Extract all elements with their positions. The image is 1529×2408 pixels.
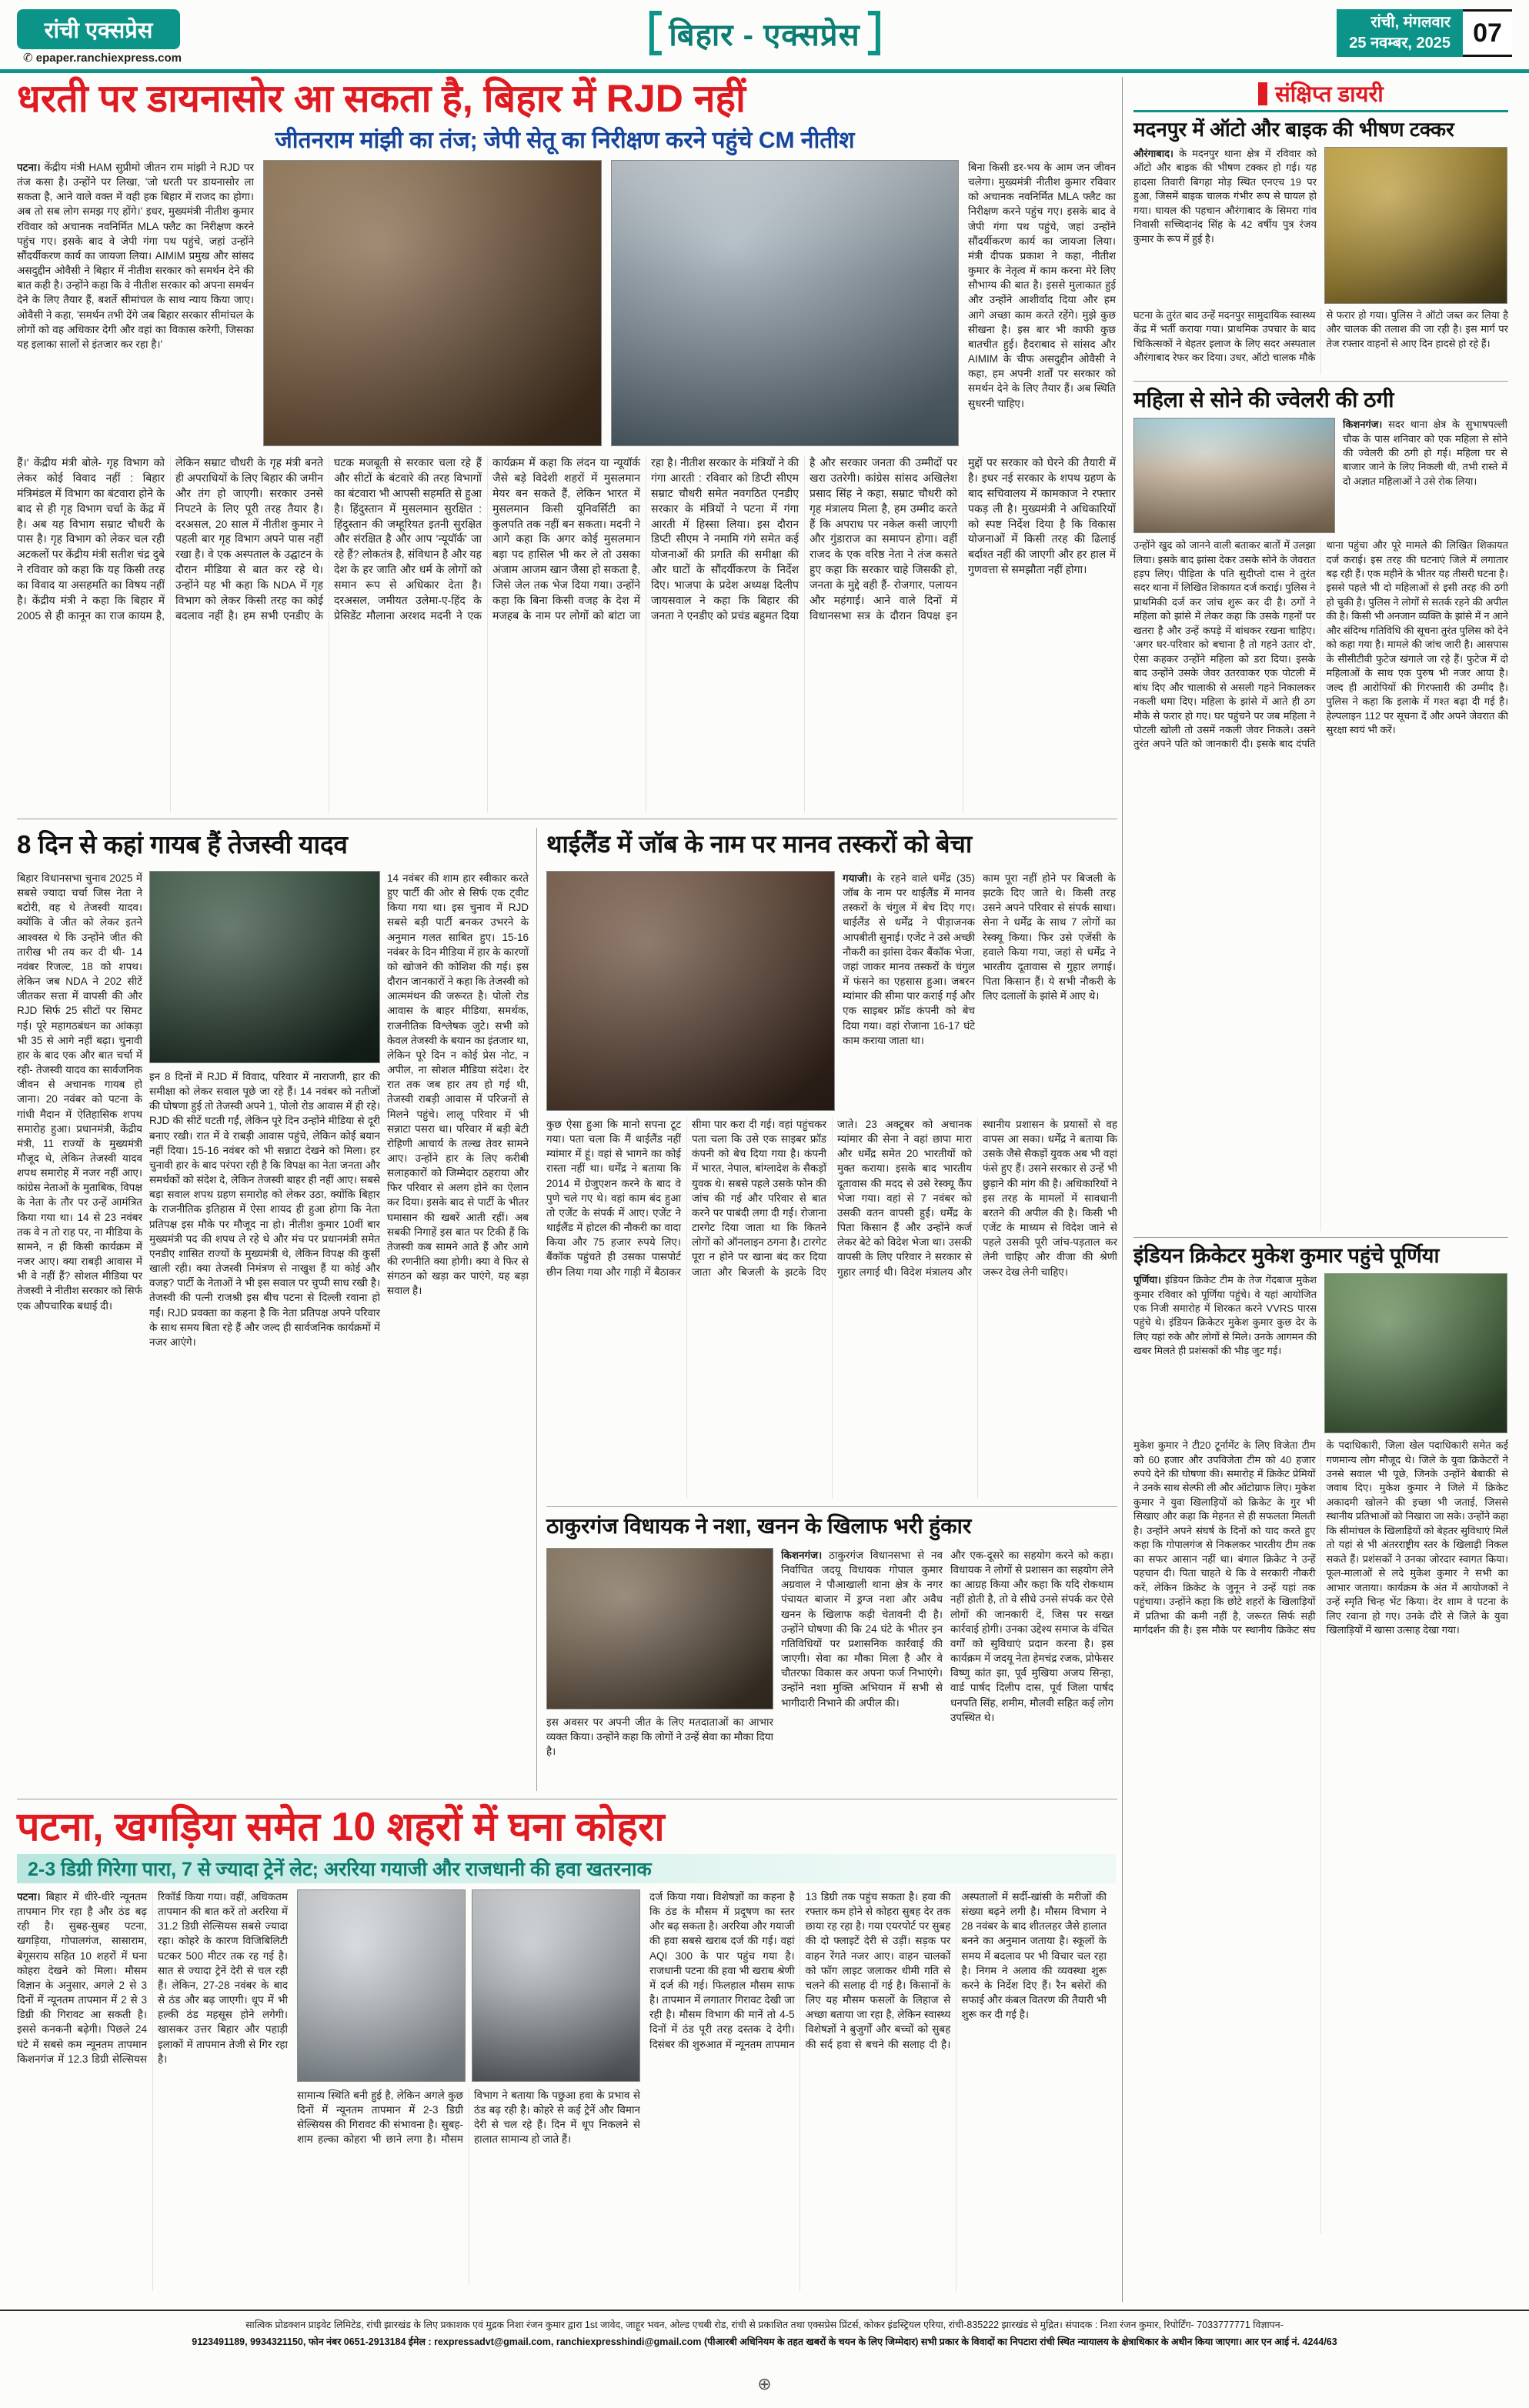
photo-police-station xyxy=(1133,418,1335,533)
fog-photo-col xyxy=(297,1889,640,2291)
thakurganj-dateline: किशनगंज। xyxy=(781,1549,823,1561)
thakurganj-col-3: और एक-दूसरे का सहयोग करने को कहा। विधायक ने लोगों से प्रशासन का सहयोग लेने का आग्रह किया और कहा कि यदि रोकथाम नहीं होती है, तो वे सीधे उनसे संपर्क कर ऐसे लोगों की जानकारी दें, जिस पर सख्त कार्रवाई होगी। उनका उद्देश्य समाज के वंचित वर्गों को सुविधाएं प्रदान करना है। इस कार्यक्रम में जदयू नेता हेमचंद्र रजक, प्रोफेसर विष्णु कांत झा, पूर्व मुखिया अजय सिन्हा, वार्ड पार्षद दिलीप दास, पूर्व जिला पार्षद धनपति सिंह, शमीम, मौलवी सहित कई लोग उपस्थित थे। xyxy=(950,1549,1113,1723)
diary-header xyxy=(1133,77,1508,112)
thailand-headline: थाईलैंड में जॉब के नाम पर मानव तस्करों को बेचा xyxy=(546,830,973,858)
masthead-logo xyxy=(17,9,180,49)
lead-top-row xyxy=(17,160,1116,446)
photo-trafficking-victim xyxy=(546,871,835,1111)
tejashwi-section xyxy=(17,871,529,1791)
diary-title: संक्षिप्त डायरी xyxy=(1275,82,1384,107)
lead-headline: धरती पर डायनासोर आ सकता है, बिहार में RJD नहीं xyxy=(17,77,746,120)
tejashwi-col-3: 14 नवंबर की शाम हार स्वीकार करते हुए पार्टी की ओर से सिर्फ एक ट्वीट किया गया था। इस चुनाव में RJD सबसे बड़ी पार्टी बनकर उभरने के अनुमान गलत साबित हुए। 15-16 नवंबर के दिन मीडिया में हार के कारणों को खोजने की कोशिश की गई। इस दौरान जानकारों ने कहा कि तेजस्वी को आत्ममंथन की जरूरत है। पोलो रोड आवास के बाहर मीडिया, समर्थक, राजनीतिक विश्लेषक जुटे। सभी को केवल तेजस्वी के बयान का इंतजार था, लेकिन पूरे दिन न कोई प्रेस नोट, न अपील, ना सोशल मीडिया संदेश। देर रात तक जब हार तय हो गई थी, तेजस्वी राबड़ी आवास में परिजनों से मिलने पहुंचे। लालू परिवार में भी सन्नाटा पसरा था। परिवार में बड़ी बेटी रोहिणी आचार्य के तल्ख तेवर सामने आए। उन्होंने हार के लिए करीबी सलाहकारों को जिम्मेदार ठहराया और फिर परिवार से अलग होने का ऐलान कर दिया। इसके बाद से पार्टी के भीतर घमासान की खबरें आती रहीं। अब सबकी निगाहें इस बात पर टिकी हैं कि तेजस्वी कब सामने आते हैं और आगे की रणनीति क्या होगी। क्या वे फिर से संगठन को खड़ा कर पाएंगे, यह बड़ा सवाल है। xyxy=(387,872,529,1297)
thakurganj-headline: ठाकुरगंज विधायक ने नशा, खनन के खिलाफ भरी हुंकार xyxy=(546,1514,972,1538)
photo-auto-bike-accident xyxy=(1324,147,1507,304)
brief-1-headline: मदनपुर में ऑटो और बाइक की भीषण टक्कर xyxy=(1133,118,1454,141)
issue-date: 25 नवम्बर, 2025 xyxy=(1349,35,1451,52)
photo-manjhi-crowd xyxy=(263,160,602,446)
fog-dateline: पटना। xyxy=(17,1891,41,1903)
divider xyxy=(1133,1237,1508,1238)
photo-cm-inspection xyxy=(611,160,959,446)
tejashwi-col-2 xyxy=(149,871,380,1791)
photo-mla-felicitation xyxy=(546,1548,773,1709)
thakurganj-underphoto-text: इस अवसर पर अपनी जीत के लिए मतदाताओं का आभार व्यक्त किया। उन्होंने कहा कि लोगों ने उन्हें सेवा का मौका दिया है। xyxy=(546,1716,773,1758)
edition-title xyxy=(649,11,880,55)
thakurganj-col-2: किशनगंज। ठाकुरगंज विधानसभा से नव निर्वाचित जदयू विधायक गोपाल कुमार अग्रवाल ने पौआखाली थाना क्षेत्र के नगर पंचायत बाजार में ड्रग्ज नशा और अवैध खनन के खिलाफ कड़ी चेतावनी दी है। उन्होंने घोषणा की कि 24 घंटे के भीतर इन गतिविधियों पर प्रशासनिक कार्रवाई की जाएगी। सेवा का मौका मिला है और वे चौतरफा विकास कर अपना फर्ज निभाएंगे। उन्होंने नशा मुक्ति अभियान में सभी से भागीदारी निभाने की अपील की। xyxy=(781,1549,943,1709)
fog-right-columns: दर्ज किया गया। विशेषज्ञों का कहना है कि ठंड के मौसम में प्रदूषण का स्तर और बढ़ सकता है। अररिया और गयाजी की हवा सबसे खराब दर्ज की गई। वहां AQI 300 के पार पहुंच गया है। राजधानी पटना की हवा भी खराब श्रेणी में दर्ज की गई। फिलहाल मौसम साफ है। तापमान में लगातार गिरावट देखी जा रही है। मौसम विभाग की मानें तो 4-5 दिनों में ठंड पूरी तरह दस्तक दे देगी। दिसंबर की शुरुआत में न्यूनतम तापमान 13 डिग्री तक पहुंच सकता है। हवा की रफ्तार कम होने से कोहरा सुबह देर तक छाया रह रहा है। गया एयरपोर्ट पर सुबह की दो फ्लाइटें देरी से उड़ीं। सड़क पर वाहन रेंगते नजर आए। वाहन चालकों को फॉग लाइट जलाकर धीमी गति से चलने की सलाह दी गई है। किसानों के लिए यह मौसम फसलों के लिहाज से अच्छा बताया जा रहा है, लेकिन स्वास्थ्य विशेषज्ञों ने बुजुर्गों और बच्चों को सुबह की सर्द हवा से बचने की सलाह दी है। अस्पतालों में सर्दी-खांसी के मरीजों की संख्या बढ़ने लगी है। मौसम विभाग ने 28 नवंबर के बाद शीतलहर जैसे हालात बनने का अनुमान जताया है। स्कूलों के समय में बदलाव पर भी विचार चल रहा है। निगम ने अलाव की व्यवस्था शुरू करने के निर्देश दिए हैं। रैन बसेरों की सफाई और कंबल वितरण की तैयारी भी शुरू कर दी गई है। xyxy=(649,1891,1107,2050)
tejashwi-headline: 8 दिन से कहां गायब हैं तेजस्वी यादव xyxy=(17,830,348,859)
divider xyxy=(546,1506,1117,1507)
fog-subheadline: 2-3 डिग्री गिरेगा पारा, 7 से ज्यादा ट्रेनें लेट; अररिया गयाजी और राजधानी की हवा खतरनाक xyxy=(17,1854,1116,1883)
photo-fog-road xyxy=(472,1889,640,2082)
brief-2-body: उन्होंने खुद को जानने वाली बताकर बातों में उलझा लिया। इसके बाद झांसा देकर उसके सोने के जेवरात हड़प लिए। पीड़िता के पति सुदीप्तो दास ने तुरंत सदर थाना में लिखित शिकायत दर्ज कराई। पुलिस ने प्राथमिकी दर्ज कर जांच शुरू कर दी है। ठगों ने महिला को झांसे में लेकर कहा कि उसके गहनों पर खतरा है और उन्हें कपड़े में बांधकर रखना चाहिए। 'अगर घर-परिवार को बचाना है तो गहने उतार दो', ऐसा कहकर उन्होंने महिला को डरा दिया। इसके बाद उन्होंने उसके जेवर उतरवाकर एक पोटली में बांध दिए और चालाकी से असली गहने निकालकर नकली थमा दिए। महिला के झांसे में आते ही ठग मौके से फरार हो गए। घर पहुंचने पर जब महिला ने पोटली खोली तो उसमें नकली जेवर निकले। उसने तुरंत अपने पति को जानकारी दी। इसके बाद दंपति थाना पहुंचा और पूरे मामले की लिखित शिकायत दर्ज कराई। इस तरह की घटनाएं जिले में लगातार बढ़ रही हैं। एक महीने के भीतर यह तीसरी घटना है। इससे पहले भी दो महिलाओं से इसी तरह की ठगी हो चुकी है। पुलिस ने लोगों से सतर्क रहने की अपील की है। किसी भी अनजान व्यक्ति के झांसे में न आने और संदिग्ध गतिविधि की सूचना तुरंत पुलिस को देने को कहा गया है। मामले की जांच जारी है। आसपास के सीसीटीवी फुटेज खंगाले जा रहे हैं। फुटेज में दो महिलाओं के साथ एक पुरुष भी नजर आया है। जल्द ही आरोपियों की गिरफ्तारी की उम्मीद है। पुलिस ने कहा कि इलाके में गश्त बढ़ा दी गई है। हेल्पलाइन 112 पर सूचना दें और अपने जेवरात की सुरक्षा स्वयं भी करें। xyxy=(1133,539,1508,750)
date-lines xyxy=(1337,9,1463,57)
brief-diary-sidebar xyxy=(1122,77,1513,2302)
thakurganj-section xyxy=(546,1548,1117,1791)
imprint-footer xyxy=(0,2310,1529,2348)
fog-headline: पटना, खगड़िया समेत 10 शहरों में घना कोहरा xyxy=(17,1805,665,1849)
city-day: रांची, मंगलवार xyxy=(1370,14,1451,31)
lead-dateline: पटना। xyxy=(17,162,41,173)
thailand-body: कुछ ऐसा हुआ कि मानो सपना टूट गया। पता चला कि मैं थाईलैंड नहीं म्यांमार में हूं। वहां से भागने का कोई रास्ता नहीं था। धर्मेंद्र ने बताया कि 2014 में ग्रेजुएशन करने के बाद वे पुणे चले गए थे। वहां काम बंद हुआ तो एजेंट के संपर्क में आए। एजेंट ने थाईलैंड में होटल की नौकरी का वादा किया और 75 हजार रुपये लिए। बैंकॉक पहुंचते ही उसका पासपोर्ट छीन लिया गया और गाड़ी में बैठाकर सीमा पार करा दी गई। वहां पहुंचकर पता चला कि उसे एक साइबर फ्रॉड कंपनी को बेच दिया गया है। कंपनी में भारत, नेपाल, बांग्लादेश के सैकड़ों युवक थे। सबसे पहले उसके फोन की जांच की गई और परिवार से बात करने पर पाबंदी लगा दी गई। रोजाना टारगेट दिया जाता था कि कितने लोगों को ऑनलाइन ठगना है। टारगेट पूरा न होने पर खाना बंद कर दिया जाता और बिजली के झटके दिए जाते। 23 अक्टूबर को अचानक म्यांमार की सेना ने वहां छापा मारा और धर्मेंद्र समेत 20 भारतीयों को मुक्त कराया। इसके बाद भारतीय दूतावास की मदद से उसे रेस्क्यू कैंप भेजा गया। वहां से 7 नवंबर को उसकी वतन वापसी हुई। धर्मेंद्र के पिता किसान हैं और उन्होंने कर्ज लेकर बेटे को विदेश भेजा था। उसकी वापसी के लिए परिवार ने सरकार से गुहार लगाई थी। विदेश मंत्रालय और स्थानीय प्रशासन के प्रयासों से वह वापस आ सका। धर्मेंद्र ने बताया कि उसके जैसे सैकड़ों युवक अब भी वहां फंसे हुए हैं। उसने सरकार से उन्हें भी छुड़ाने की मांग की है। अधिकारियों ने इस तरह के मामलों में सावधानी बरतने की अपील की है। किसी भी एजेंट के माध्यम से विदेश जाने से पहले उसकी पूरी जांच-पड़ताल कर लेनी चाहिए और वीजा की श्रेणी जरूर देख लेनी चाहिए। xyxy=(546,1119,1117,1278)
thailand-dateline: गयाजी। xyxy=(843,872,872,884)
photo-fog-morning xyxy=(297,1889,466,2082)
imprint-line-2: 9123491189, 9934321150, फोन नंबर 0651-2913184 ईमेल : rexpressadvt@gmail.com, ranchiexpresshindi@gmail.com (पीआरबी अधिनियम के तहत खबरों के चयन के लिए जिम्मेदार) सभी प्रकार के विवादों का निपटारा रांची स्थित न्यायालय के क्षेत्राधिकार के अधीन किया जाएगा। आर एन आई नं. 4244/63 xyxy=(192,2336,1337,2347)
thailand-top-row xyxy=(546,871,1117,1111)
lead-col-left: पटना। केंद्रीय मंत्री HAM सुप्रीमो जीतन राम मांझी ने RJD पर तंज कसा है। उन्होंने पर लिखा, 'जो धरती पर डायनासोर ला सकता है, आने वाले वक्त में वही हक बिहार में राजद का होगा। अब तो सब लोग समझ गए होंगे।' इधर, मुख्यमंत्री नीतीश कुमार रविवार को अचानक नवनिर्मित MLA फ्लैट का निरीक्षण करने पहुंच गए। इसके बाद वे जेपी गंगा पथ पहुंचे, जहां उन्होंने सौंदर्यीकरण कार्य का जायजा लिया। AIMIM प्रमुख और सांसद असदुद्दीन ओवैसी ने बिहार में नीतीश सरकार को समर्थन देने की बात कही है। उन्होंने कहा कि वे नीतीश सरकार को अपना समर्थन देने के लिए तैयार हैं, बशर्ते सीमांचल के साथ न्याय किया जाए। ओवैसी ने कहा, 'समर्थन तभी देंगे जब बिहार सरकार सीमांचल के लोगों को वह अधिकार देगी और वहां का विकास करेगी, जिसका यह इलाका सालों से इंतजार कर रहा है।' xyxy=(17,162,254,350)
thailand-col-2: काम पूरा नहीं होने पर बिजली के झटके दिए जाते थे। किसी तरह उसने अपने परिवार से संपर्क साधा। सेना ने धर्मेंद्र के साथ 7 लोगों का रेस्क्यू किया। फिर उसे एजेंसी के हवाले किया गया, जहां से धर्मेंद्र ने भारतीय दूतावास से गुहार लगाई। पिता किसान हैं। ये सभी नौकरी के लिए दलालों के झांसे में आए थे। xyxy=(983,872,1116,1002)
fog-mid-text: सामान्य स्थिति बनी हुई है, लेकिन अगले कुछ दिनों में न्यूनतम तापमान में 2-3 डिग्री सेल्सियस की गिरावट की संभावना है। सुबह-शाम हल्का कोहरा भी छाने लगा है। मौसम विभाग ने बताया कि पछुआ हवा के प्रभाव से ठंड बढ़ रही है। कोहरे से कई ट्रेनें और विमान देरी से चल रहे हैं। दिन में धूप निकलने से हालात सामान्य हो जाते हैं। xyxy=(297,2089,640,2146)
fog-section xyxy=(17,1889,1116,2291)
bracket-left-icon xyxy=(649,11,661,55)
brief-1-body: घटना के तुरंत बाद उन्हें मदनपुर सामुदायिक स्वास्थ्य केंद्र में भर्ती कराया गया। प्राथमिक उपचार के बाद चिकित्सकों ने बेहतर इलाज के लिए सदर अस्पताल औरंगाबाद रेफर कर दिया। उधर, ऑटो चालक मौके से फरार हो गया। पुलिस ने ऑटो जब्त कर लिया है और चालक की तलाश की जा रही है। इस मार्ग पर तेज रफ्तार वाहनों से आए दिन हादसे हो रहे हैं। xyxy=(1133,309,1508,364)
brief-1-row xyxy=(1133,147,1508,304)
brief-2-headline: महिला से सोने की ज्वेलरी की ठगी xyxy=(1133,387,1394,412)
registration-mark-icon: ⊕ xyxy=(757,2374,772,2393)
divider xyxy=(1133,381,1508,382)
brief-2-row xyxy=(1133,418,1508,533)
edition-title-text: बिहार - एक्सप्रेस xyxy=(669,18,860,52)
brief-3-headline: इंडियन क्रिकेटर मुकेश कुमार पहुंचे पूर्णिया xyxy=(1133,1244,1440,1268)
imprint-line-1: सात्विक प्रोडक्शन प्राइवेट लिमिटेड, रांची झारखंड के लिए प्रकाशक एवं मुद्रक निशा रंजन कुमार द्वारा 1st जावेद, जाहूर भवन, ओल्ड एचबी रोड, रांची से प्रकाशित तथा एक्सप्रेस प्रिंटर्स, कोकर इंडस्ट्रियल एरिया, रांची-835222 झारखंड से मुद्रित। संपादक : निशा रंजन कुमार, रिपोर्टिंग- 7033777771 विज्ञापन- xyxy=(245,2320,1284,2330)
epaper-url[interactable]: ✆ epaper.ranchiexpress.com xyxy=(23,52,182,65)
tejashwi-col-2-text: इन 8 दिनों में RJD में विवाद, परिवार में नाराजगी, हार की समीक्षा को लेकर सवाल पूछे जा रहे हैं। 14 नवंबर को नतीजों की घोषणा हुई तो तेजस्वी अपने 1, पोलो रोड आवास में ही रहे। RJD की सीटें घटती गईं, लेकिन पूरे दिन उन्होंने मीडिया से दूरी बनाए रखी। रात में वे राबड़ी आवास पहुंचे, लेकिन कोई बयान नहीं दिया। 15-16 नवंबर को भी सन्नाटा देखने को मिला। हर चुनावी हार के बाद परंपरा रही है कि विपक्ष का नेता जनता और समर्थकों को संदेश दे, लेकिन तेजस्वी बाहर ही नहीं आए। सबसे बड़ा सवाल शपथ ग्रहण समारोह को लेकर उठा, क्योंकि बिहार के राजनीतिक इतिहास में ऐसा शायद ही हुआ होगा कि नेता प्रतिपक्ष इस मौके पर मौजूद ना हो। नीतीश कुमार 10वीं बार मुख्यमंत्री पद की शपथ ले रहे थे और मंच पर प्रधानमंत्री समेत एनडीए शासित राज्यों के मुख्यमंत्री थे, लेकिन विपक्ष की कुर्सी खाली रही। क्या तेजस्वी निमंत्रण से नाखुश हैं या कोई और वजह? पार्टी के नेताओं ने भी इस सवाल पर चुप्पी साध रखी है। तेजस्वी की पत्नी राजश्री इस बीच पटना से दिल्ली रवाना हो गईं। RJD प्रवक्ता का कहना है कि नेता प्रतिपक्ष अपने परिवार के साथ समय बिता रहे हैं और जल्द ही सार्वजनिक कार्यक्रमों में नजर आएंगे। xyxy=(149,1071,380,1348)
masthead-logo-text: रांची एक्सप्रेस xyxy=(44,18,153,43)
thailand-col-1: गयाजी। के रहने वाले धर्मेंद्र (35) जॉब के नाम पर थाईलैंड में मानव तस्करों के चंगुल में बेच दिए गए। थाईलैंड से धर्मेंद्र ने पीड़ाजनक आपबीती सुनाई। एजेंट ने उसे अच्छी नौकरी का झांसा देकर बैंकॉक भेजा, जहां जाकर मानव तस्करों के चंगुल में फंसने का एहसास हुआ। जबरन म्यांमार की सीमा पार कराई गई और एक साइबर फ्रॉड कंपनी को बेच दिया गया। वहां रोजाना 16-17 घंटे काम कराया जाता था। xyxy=(843,872,975,1046)
date-box xyxy=(1337,9,1512,57)
phone-icon: ✆ xyxy=(23,52,36,65)
page-number: 07 xyxy=(1463,9,1512,57)
thakurganj-photo-col xyxy=(546,1548,773,1791)
brief-3-lead: पूर्णिया। इंडियन क्रिकेट टीम के तेज गेंदबाज मुकेश कुमार रविवार को पूर्णिया पहुंचे। वे यहां आयोजित एक निजी समारोह में शिरकत करने VVRS पारस पहुंचे थे। इंडियन क्रिकेटर मुकेश कुमार कुछ देर के लिए यहां रुके और लोगों से मिले। उनके आगमन की खबर मिलते ही प्रशंसकों की भीड़ जुट गई। xyxy=(1133,1274,1317,1357)
lead-subheadline: जीतनराम मांझी का तंज; जेपी सेतू का निरीक्षण करने पहुंचे CM नीतीश xyxy=(275,128,855,153)
lead-col-right: बिना किसी डर-भय के आम जन जीवन चलेगा। मुख्यमंत्री नीतीश कुमार रविवार को अचानक नवनिर्मित MLA फ्लैट का निरीक्षण करने पहुंच गए। इसके बाद वे जेपी गंगा पथ पहुंचे, जहां उन्होंने सौंदर्यीकरण कार्य का जायजा लिया। मंत्री दीपक प्रकाश ने कहा, नीतीश कुमार के नेतृत्व में काम करना मेरे लिए सौभाग्य की बात है। इससे मुलाकात हुई और उन्होंने आशीर्वाद दिया और हम आगे अच्छा काम करते रहेंगे। मुझे कुछ सीखना है। इस बार भी काफी कुछ बातचीत हुई। हैदराबाद से सांसद और AIMIM के चीफ असदुद्दीन ओवैसी ने कहा, हम अपनी शर्तों पर सरकार को समर्थन देने के लिए तैयार हैं। अब स्थिति सुधरनी चाहिए। xyxy=(968,162,1116,409)
divider xyxy=(536,828,537,1791)
photo-tejashwi-yadav xyxy=(149,871,380,1063)
brief-1-lead: औरंगाबाद। के मदनपुर थाना क्षेत्र में रविवार को ऑटो और बाइक की भीषण टक्कर हो गई। यह हादसा तिवारी बिगहा मोड़ स्थित एनएच 19 पर हुआ, जिसमें बाइक चालक गंभीर रूप से घायल हो गया। घायल की पहचान औरंगाबाद के सिमरा गांव निवासी सच्चिदानंद सिंह के 42 वर्षीय पुत्र रंजय कुमार के रूप में हुई है। xyxy=(1133,147,1317,245)
header-rule xyxy=(0,69,1529,73)
fog-photos-row xyxy=(297,1889,640,2082)
fog-left-columns: पटना। बिहार में धीरे-धीरे न्यूनतम तापमान गिर रहा है और ठंड बढ़ रही है। सुबह-सुबह पटना, खगड़िया, गोपालगंज, सासाराम, बेगूसराय सहित 10 शहरों में घना कोहरा देखने को मिला। मौसम विज्ञान के अनुसार, अगले 2 से 3 दिनों में न्यूनतम तापमान में 2 से 3 डिग्री की गिरावट आ सकती है। इससे कनकनी बढ़ेगी। पिछले 24 घंटे में सबसे कम न्यूनतम तापमान किशनगंज में 12.3 डिग्री सेल्सियस रिकॉर्ड किया गया। वहीं, अधिकतम तापमान की बात करें तो अररिया में 31.2 डिग्री सेल्सियस सबसे ज्यादा रहा। कोहरे के कारण विजिबिलिटी घटकर 500 मीटर तक रह गई है। सात से ज्यादा ट्रेनें देरी से चल रही हैं। लेकिन, 27-28 नवंबर के बाद से ठंड और बढ़ जाएगी। धूप में भी हल्की ठंड महसूस होने लगेगी। खासकर उत्तर बिहार और पहाड़ी इलाकों में तापमान तेजी से गिर रहा है। xyxy=(17,1891,288,2065)
photo-mukesh-kumar xyxy=(1324,1273,1507,1433)
bracket-right-icon xyxy=(868,11,880,55)
tejashwi-col-1: बिहार विधानसभा चुनाव 2025 में सबसे ज्यादा चर्चा जिस नेता ने बटोरी, वह थे तेजस्वी यादव। क्योंकि वे जीत को लेकर इतने आश्वस्त थे कि उन्होंने जीत की तारीख भी तय कर दी थी- 14 नवंबर रिजल्ट, 18 को शपथ। लेकिन जब NDA ने 202 सीटें जीतकर सत्ता में वापसी की और RJD सिर्फ 25 सीटों पर सिमट गई। पूरे महागठबंधन का आंकड़ा भी 35 से आगे नहीं बढ़ा। चुनावी हार के बाद एक और बात चर्चा में रही- तेजस्वी यादव का सार्वजनिक जीवन से अचानक गायब हो जाना। 20 नवंबर को पटना के गांधी मैदान में ऐतिहासिक शपथ समारोह हुआ। प्रधानमंत्री, केंद्रीय मंत्री, 11 राज्यों के मुख्यमंत्री मौजूद थे, लेकिन तेजस्वी यादव शपथ समारोह में नजर नहीं आए। कांग्रेस नेताओं के मुताबिक, विपक्ष के नेता के तौर पर उन्हें आमंत्रित किया गया था। 14 से 23 नवंबर तक वे न तो राह पर, ना मीडिया के सामने, न ही किसी कार्यक्रम में नजर आए। क्या राबड़ी आवास में भी वे नहीं हैं? सोशल मीडिया पर तेजस्वी ने नीतीश सरकार को सिर्फ एक औपचारिक बधाई दी। xyxy=(17,872,142,1312)
diary-flag-icon xyxy=(1258,82,1267,105)
brief-2-lead: किशनगंज। सदर थाना क्षेत्र के सुभाषपल्ली चौक के पास शनिवार को एक महिला से सोने की ज्वेलरी की ठगी हो गई। महिला घर से बाजार जाने के लिए निकली थी, तभी रास्ते में दो अज्ञात महिलाओं ने उसे रोक लिया। xyxy=(1343,419,1507,487)
lead-body: हैं।' केंद्रीय मंत्री बोले- गृह विभाग को लेकर कोई विवाद नहीं : बिहार मंत्रिमंडल में विभाग का बंटवारा होने के बाद से ही गृह विभाग चर्चा के केंद्र में है। अब यह विभाग सम्राट चौधरी के पास है। गृह विभाग को लेकर चल रही अटकलों पर केंद्रीय मंत्री सतीश चंद्र दुबे ने रविवार को कहा कि यह किसी तरह का विवाद या असहमति का विषय नहीं है। केंद्रीय मंत्री ने कहा कि बिहार में 2005 से ही कानून का राज कायम है, लेकिन सम्राट चौधरी के गृह मंत्री बनते ही अपराधियों के लिए बिहार की जमीन और तंग हो जाएगी। सरकार उनसे निपटने के लिए पूरी तरह तैयार है। दरअसल, 20 साल में नीतीश कुमार ने पहली बार गृह विभाग अपने पास नहीं रखा है। वे एक अस्पताल के उद्घाटन के दौरान मीडिया से बात कर रहे थे। उन्होंने यह भी कहा कि NDA में गृह विभाग को लेकर किसी तरह का कोई बदलाव नहीं है। हम सभी एनडीए के घटक मजबूती से सरकार चला रहे हैं और सीटों के बंटवारे की तरह विभागों का बंटवारा भी आपसी सहमति से हुआ है। हिंदुस्तान में मुसलमान सुरक्षित : हिंदुस्तान की जम्हूरियत इतनी सुरक्षित और संरक्षित है और आप 'न्यूयॉर्क' जा रहे हैं? लोकतंत्र है, संविधान है और यह देश के हर जाति और धर्म के लोगों को समान रूप से अधिकार देता है। दरअसल, जमीयत उलेमा-ए-हिंद के प्रेसिडेंट मौलाना अरशद मदनी ने एक कार्यक्रम में कहा कि लंदन या न्यूयॉर्क जैसे बड़े विदेशी शहरों में मुसलमान मेयर बन सकते हैं, लेकिन भारत में मुसलमान किसी यूनिवर्सिटी का कुलपति तक नहीं बन सकता। मदनी ने आगे कहा कि अगर कोई मुसलमान बड़ा पद हासिल भी कर ले तो उसका अंजाम आजम खान जैसा हो सकता है, जिसे जेल तक भेज दिया गया। उन्होंने कहा कि बिना किसी वजह के देश में मजहब के नाम पर लोगों को बांटा जा रहा है। नीतीश सरकार के मंत्रियों ने की गंगा आरती : रविवार को डिप्टी सीएम सम्राट चौधरी समेत नवगठित एनडीए सरकार के मंत्रियों ने पटना में गंगा आरती में हिस्सा लिया। इस दौरान डिप्टी सीएम ने नमामि गंगे समेत कई योजनाओं की प्रगति की समीक्षा की और घाटों के सौंदर्यीकरण के निर्देश दिए। भाजपा के प्रदेश अध्यक्ष दिलीप जायसवाल ने कहा कि बिहार की जनता ने एनडीए को प्रचंड बहुमत दिया है और सरकार जनता की उम्मीदों पर खरा उतरेगी। कांग्रेस सांसद अखिलेश प्रसाद सिंह ने कहा, सम्राट चौधरी को गृह मंत्रालय मिला है, हम उम्मीद करते हैं कि अपराध पर नकेल कसी जाएगी और गुंडाराज का समापन होगा। वहीं राजद के एक वरिष्ठ नेता ने तंज कसते हुए कहा कि सरकार चाहे जिसकी हो, जनता के मुद्दे वही हैं- रोजगार, पलायन और महंगाई। आने वाले दिनों में विधानसभा सत्र के दौरान विपक्ष इन मुद्दों पर सरकार को घेरने की तैयारी में है। इधर नई सरकार के शपथ ग्रहण के बाद सचिवालय में कामकाज ने रफ्तार पकड़ ली है। मुख्यमंत्री ने अधिकारियों को स्पष्ट निर्देश दिया है कि विकास योजनाओं में किसी तरह की ढिलाई बर्दाश्त नहीं की जाएगी और हर हाल में गुणवत्ता से समझौता नहीं होगा। xyxy=(17,456,1116,622)
brief-3-row xyxy=(1133,1273,1508,1433)
brief-3-body: मुकेश कुमार ने टी20 टूर्नामेंट के लिए विजेता टीम को 60 हजार और उपविजेता टीम को 40 हजार रुपये देने की घोषणा की। समारोह में क्रिकेट प्रेमियों ने उनके साथ सेल्फी ली और ऑटोग्राफ लिए। मुकेश कुमार ने युवा खिलाड़ियों को क्रिकेट के गुर भी सिखाए और कहा कि मेहनत से ही सफलता मिलती है। उन्होंने अपने संघर्ष के दिनों को याद करते हुए कहा कि गोपालगंज से निकलकर भारतीय टीम तक का सफर आसान नहीं था। बंगाल क्रिकेट ने उन्हें पहचान दी। पिता चाहते थे कि वे सरकारी नौकरी करें, लेकिन क्रिकेट के जुनून ने उन्हें यहां तक पहुंचाया। उन्होंने कहा कि छोटे शहरों के खिलाड़ियों में प्रतिभा की कमी नहीं है, जरूरत सिर्फ सही मार्गदर्शन की है। इस मौके पर स्थानीय क्रिकेट संघ के पदाधिकारी, जिला खेल पदाधिकारी समेत कई गणमान्य लोग मौजूद थे। जिले के युवा क्रिकेटरों ने उनसे सवाल भी पूछे, जिनके उन्होंने बेबाकी से जवाब दिए। मुकेश कुमार ने जिले में क्रिकेट अकादमी खोलने की इच्छा भी जताई, जिससे स्थानीय प्रतिभाओं को निखारा जा सके। उन्होंने कहा कि सीमांचल के खिलाड़ियों को बेहतर सुविधाएं मिलें तो यहां से भी अंतरराष्ट्रीय स्तर के खिलाड़ी निकल सकते हैं। प्रशंसकों ने उनका जोरदार स्वागत किया। फूल-मालाओं से लदे मुकेश कुमार ने सभी का आभार जताया। कार्यक्रम के अंत में आयोजकों ने उन्हें स्मृति चिन्ह भेंट किया। देर शाम वे पटना के लिए रवाना हो गए। उनके दौरे से जिले के युवा खिलाड़ियों में खासा उत्साह देखा गया। xyxy=(1133,1439,1508,1636)
